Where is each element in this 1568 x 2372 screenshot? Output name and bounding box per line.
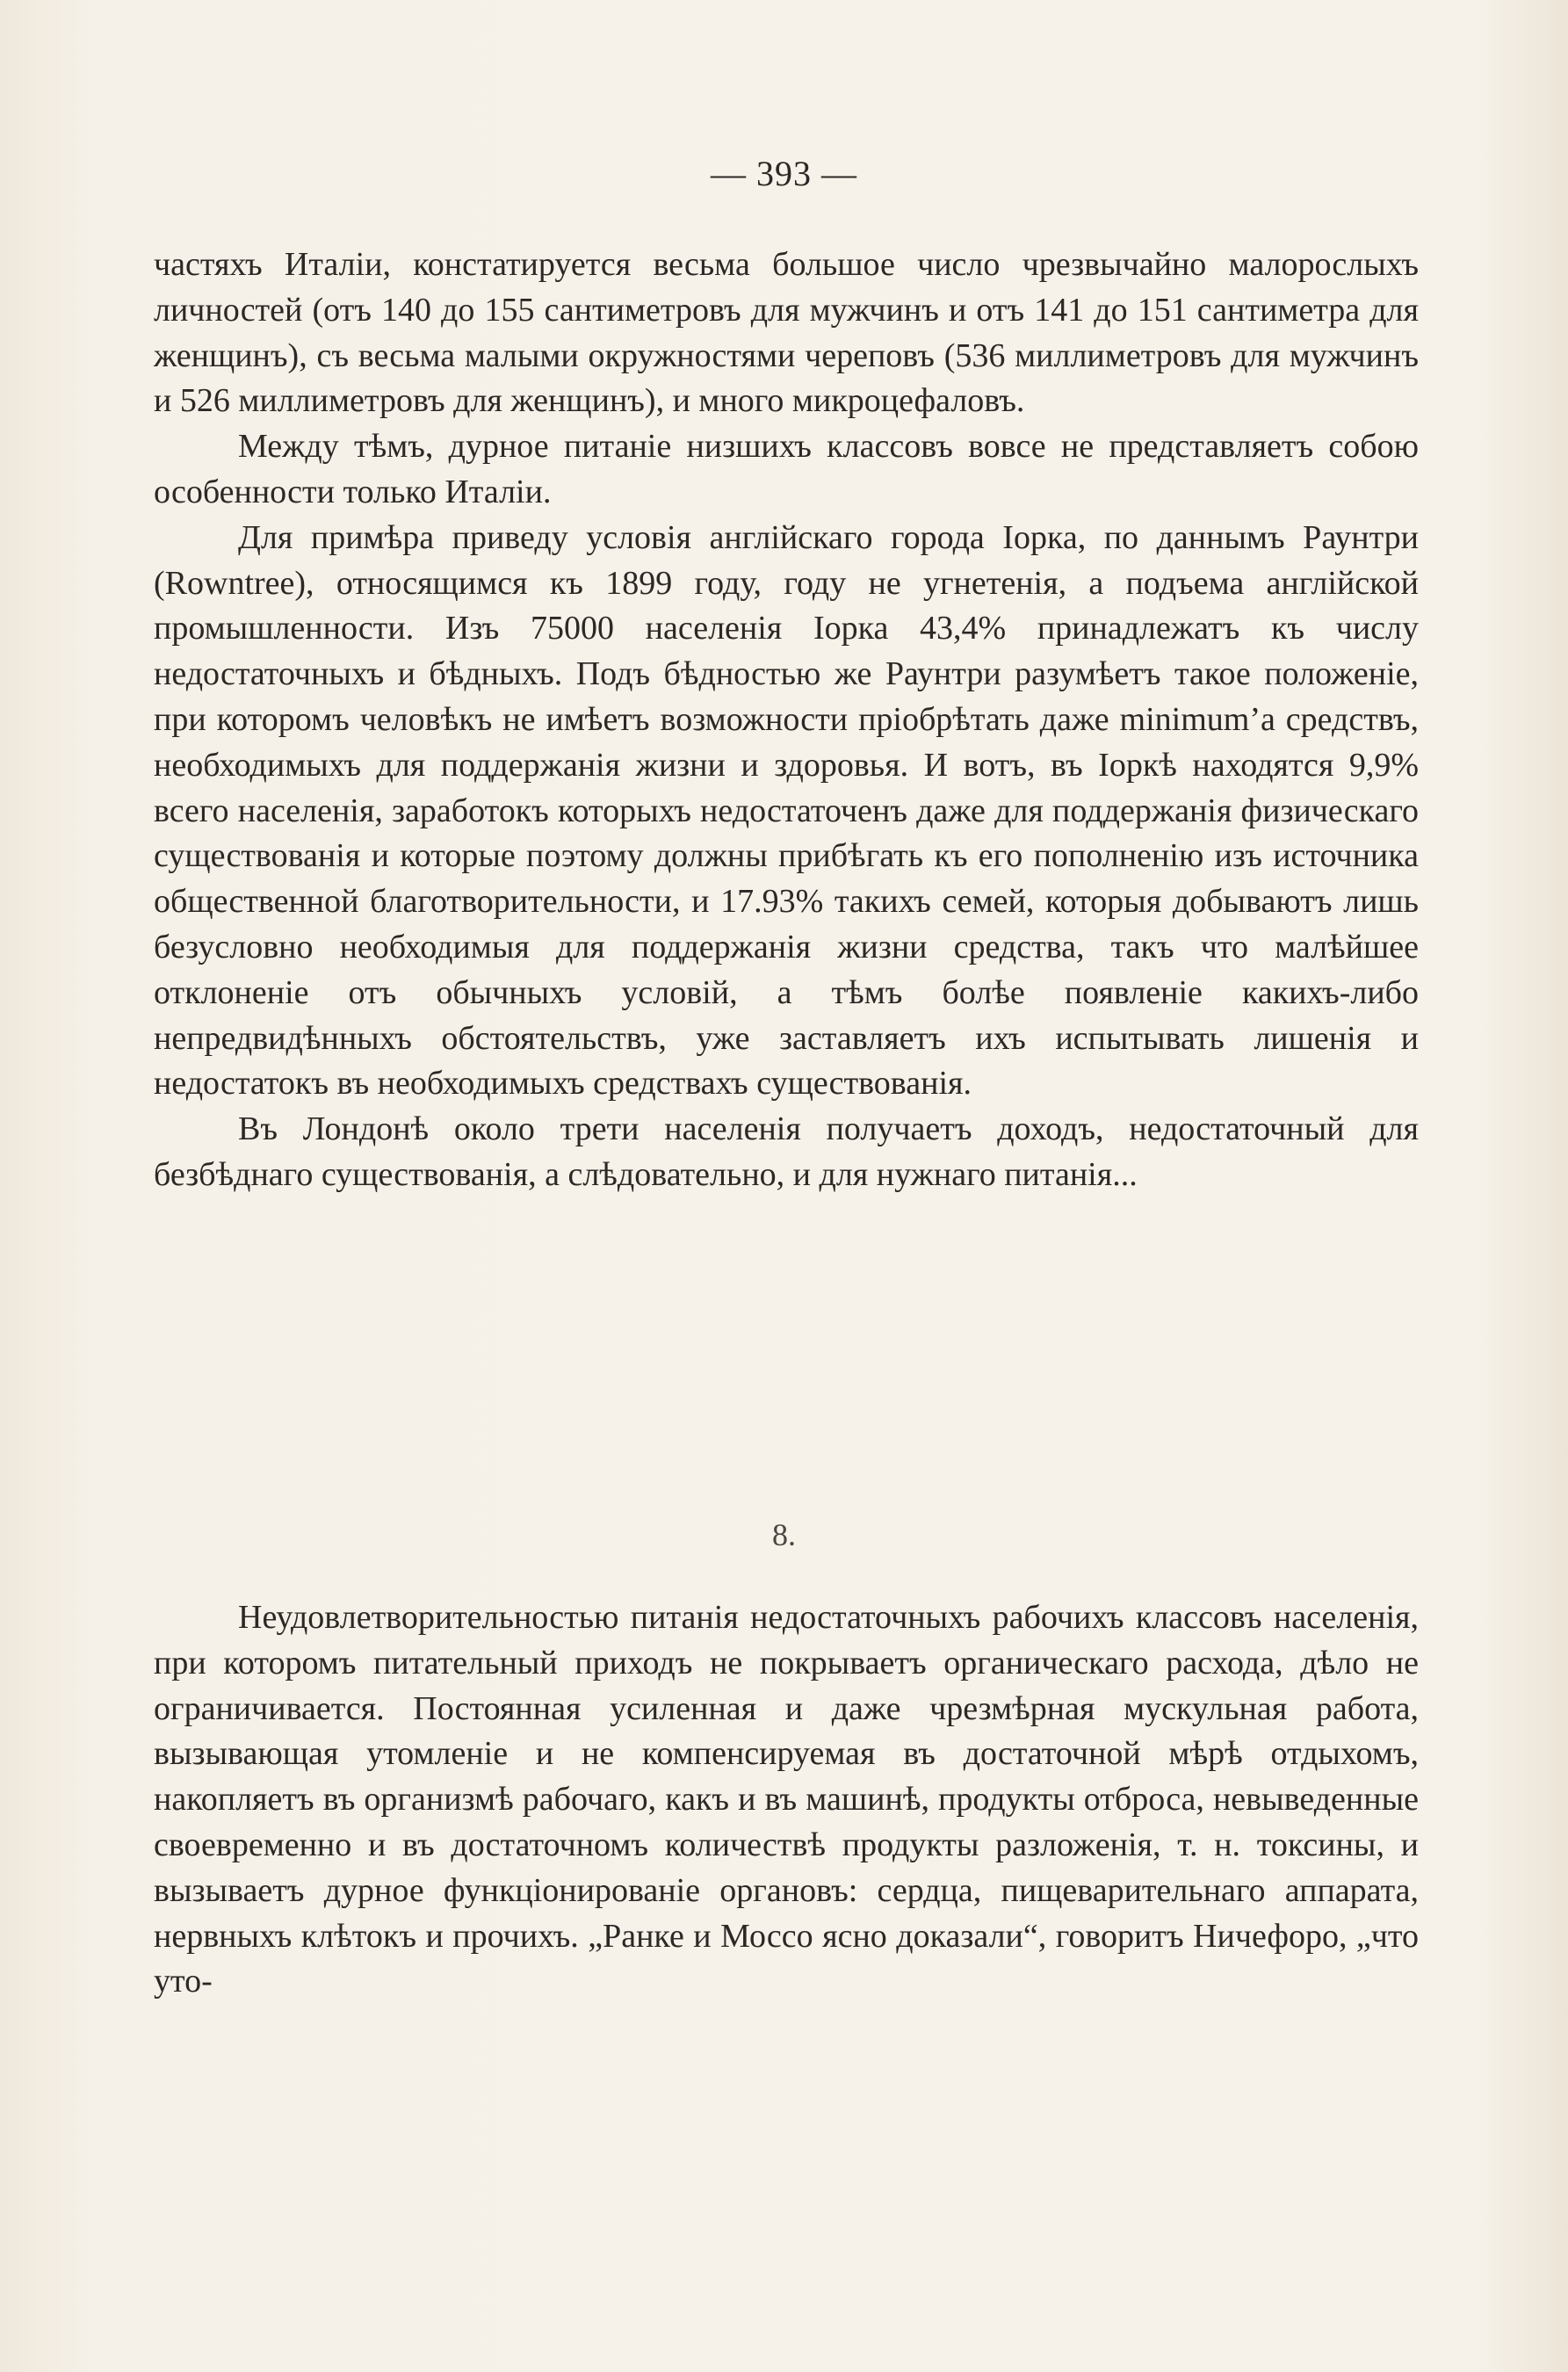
paragraph: Въ Лондонѣ около трети населенія получаетъ доходъ, недостаточный для безбѣднаго существованія, а слѣдовательно, и для нужнаго питанія... (154, 1110, 1419, 1193)
section-number: 8. (772, 1517, 796, 1552)
text-block-top (154, 242, 1419, 1198)
text-block-bottom (154, 1595, 1419, 2005)
paragraph: Между тѣмъ, дурное питаніе низшихъ классовъ вовсе не представляетъ собою особенности только Италіи. (154, 428, 1419, 510)
page-number: — 393 — (711, 154, 857, 193)
paragraph: Для примѣра приведу условія англійскаго города Іорка, по даннымъ Раунтри (Rowntree), относящимся къ 1899 году, году не угнетенія, а подъема англійской промышленности. Изъ 75000 населенія Іорка 43,4% принадлежатъ къ числу недостаточныхъ и бѣдныхъ. Подъ бѣдностью же Раунтри разумѣетъ такое положеніе, при которомъ человѣкъ не имѣетъ возможности пріобрѣтать даже minimum’а средствъ, необходимыхъ для поддержанія жизни и здоровья. И вотъ, въ Іоркѣ находятся 9,9% всего населенія, заработокъ которыхъ недостаточенъ даже для поддержанія физическаго существованія и которые поэтому должны прибѣгать къ его пополненію изъ источника общественной благотворительности, и 17.93% такихъ семей, которыя добываютъ лишь безусловно необходимыя для поддержанія жизни средства, такъ что малѣйшее отклоненіе отъ обычныхъ условій, а тѣмъ болѣе появленіе какихъ-либо непредвидѣнныхъ обстоятельствъ, уже заставляетъ ихъ испытывать лишенія и недостатокъ въ необходимыхъ средствахъ существованія. (154, 518, 1419, 1103)
paragraph: частяхъ Италіи, констатируется весьма большое число чрезвычайно малорослыхъ личностей (отъ 140 до 155 сантиметровъ для мужчинъ и отъ 141 до 151 сантиметра для женщинъ), съ весьма малыми окружностями череповъ (536 миллиметровъ для мужчинъ и 526 миллиметровъ для женщинъ), и много микроцефаловъ. (154, 246, 1419, 420)
paragraph: Неудовлетворительностью питанія недостаточныхъ рабочихъ классовъ населенія, при которомъ питательный приходъ не покрываетъ органическаго расхода, дѣло не ограничивается. Постоянная усиленная и даже чрезмѣрная мускульная работа, вызывающая утомленіе и не компенсируемая въ достаточной мѣрѣ отдыхомъ, накопляетъ въ организмѣ рабочаго, какъ и въ машинѣ, продукты отброса, невыведенные своевременно и въ достаточномъ количествѣ продукты разложенія, т. н. токсины, и вызываетъ дурное функціонированіе органовъ: сердца, пищеварительнаго аппарата, нервныхъ клѣтокъ и прочихъ. „Ранке и Моссо ясно доказали“, говоритъ Ничефоро, „что уто- (154, 1599, 1419, 2000)
